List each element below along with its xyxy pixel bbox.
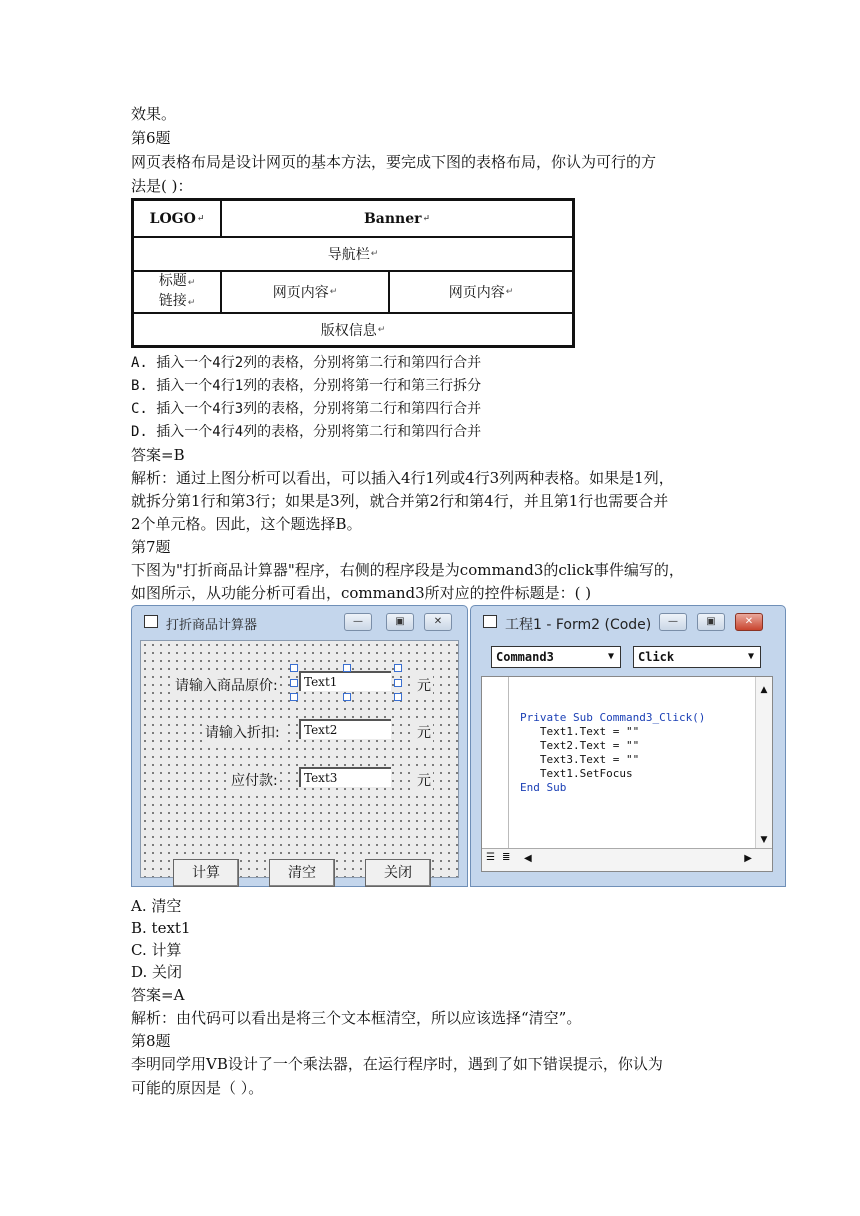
code-editor[interactable] [481,676,773,872]
event-dropdown[interactable] [633,646,761,668]
form-designer-window [131,605,468,887]
code-line: Private Sub Command3_Click() [520,711,706,724]
option-b: B. text1 [131,919,191,937]
close-button[interactable]: 关闭 [365,859,431,887]
scroll-down-icon[interactable]: ▼ [760,835,768,845]
code-line: End Sub [520,781,567,794]
resize-handle [394,664,402,672]
table-cell-content: 网页内容 ↵ [389,271,573,313]
clear-button[interactable]: 清空 [269,859,335,887]
resize-handle [343,664,351,672]
option-d: D. 关闭 [131,963,183,981]
resize-handle [394,693,402,701]
text-line: 效果。 [131,105,177,123]
form-titlebar [132,606,467,636]
code-titlebar [471,606,785,636]
calc-button[interactable]: 计算 [173,859,239,887]
maximize-icon[interactable]: ▣ [697,613,725,631]
label-discount: 请输入折扣: [203,722,282,742]
question-heading: 第8题 [131,1032,171,1050]
full-module-view-icon[interactable]: ≣ [502,852,511,863]
question-text: 可能的原因是（ ）。 [131,1079,264,1097]
code-window-icon [483,615,497,628]
unit-label: 元 [415,722,433,742]
question-heading: 第7题 [131,538,171,556]
analysis: 就拆分第1行和第3行；如果是3列，就合并第2行和第4行，并且第1行也需要合并 [131,492,669,510]
resize-handle [290,664,298,672]
vertical-scrollbar[interactable] [755,677,772,849]
minimize-icon[interactable]: — [659,613,687,631]
text2-field[interactable]: Text2 [299,719,391,739]
resize-handle [290,693,298,701]
question-text: 网页表格布局是设计网页的基本方法，要完成下图的表格布局，你认为可行的方 [131,153,657,171]
resize-handle [343,693,351,701]
unit-label: 元 [415,770,433,790]
code-gutter [508,677,509,849]
analysis: 2个单元格。因此，这个题选择B。 [131,515,362,533]
horizontal-scrollbar[interactable] [482,848,772,871]
question-text: 李明同学用VB设计了一个乘法器，在运行程序时，遇到了如下错误提示，你认为 [131,1055,663,1073]
procedure-view-icon[interactable]: ☰ [486,852,495,863]
minimize-icon[interactable]: — [344,613,372,631]
question-text: 如图所示，从功能分析可看出，command3所对应的控件标题是：( ) [131,584,592,602]
label-original-price: 请输入商品原价: [173,675,280,695]
answer: 答案=A [131,986,185,1004]
label-amount-due: 应付款: [229,770,280,790]
code-text [520,711,705,795]
analysis: 解析：通过上图分析可以看出，可以插入4行1列或4行3列两种表格。如果是1列， [131,469,674,487]
resize-handle [394,679,402,687]
option-d: D. 插入一个4行4列的表格，分别将第二行和第四行合并 [131,424,482,440]
scroll-up-icon[interactable]: ▲ [760,685,768,695]
table-cell-logo: LOGO ↵ [133,200,221,237]
close-icon[interactable]: ✕ [735,613,763,631]
question-heading: 第6题 [131,129,171,147]
analysis: 解析：由代码可以看出是将三个文本框清空，所以应该选择“清空”。 [131,1009,582,1027]
option-c: C. 插入一个4行3列的表格，分别将第二行和第四行合并 [131,401,482,417]
text1-field[interactable]: Text1 [299,671,391,691]
answer: 答案=B [131,446,185,464]
code-window-title: 工程1 - Form2 (Code) [505,617,652,633]
code-line: Text1.SetFocus [520,767,633,780]
form-canvas[interactable] [140,640,459,881]
code-window [470,605,786,887]
layout-table-figure [131,198,575,348]
scroll-right-icon[interactable]: ▶ [744,853,752,864]
object-dropdown[interactable] [491,646,621,668]
code-line: Text1.Text = "" [520,725,640,738]
form-icon [144,615,158,628]
question-text: 法是( )： [131,177,193,195]
text3-field[interactable]: Text3 [299,767,391,787]
code-line: Text2.Text = "" [520,739,640,752]
close-icon[interactable]: ✕ [424,613,452,631]
scroll-left-icon[interactable]: ◀ [524,853,532,864]
chevron-down-icon: ▼ [747,651,755,662]
maximize-icon[interactable]: ▣ [386,613,414,631]
question-text: 下图为"打折商品计算器"程序，右侧的程序段是为command3的click事件编写的， [131,561,684,579]
event-dropdown-value: Click [638,650,675,664]
table-cell-banner: Banner ↵ [221,200,573,237]
table-cell-footer: 版权信息 ↵ [133,313,573,346]
code-line: Text3.Text = "" [520,753,640,766]
table-cell-side: 标题↵ 链接↵ [133,271,221,313]
chevron-down-icon: ▼ [607,651,615,662]
option-a: A. 清空 [131,897,182,915]
option-c: C. 计算 [131,941,182,959]
table-cell-content: 网页内容 ↵ [221,271,389,313]
option-a: A. 插入一个4行2列的表格，分别将第二行和第四行合并 [131,355,482,371]
option-b: B. 插入一个4行1列的表格，分别将第一行和第三行拆分 [131,378,482,394]
table-cell-nav: 导航栏 ↵ [133,237,573,271]
form-title: 打折商品计算器 [166,618,258,633]
unit-label: 元 [415,675,433,695]
resize-handle [290,679,298,687]
object-dropdown-value: Command3 [496,650,554,664]
